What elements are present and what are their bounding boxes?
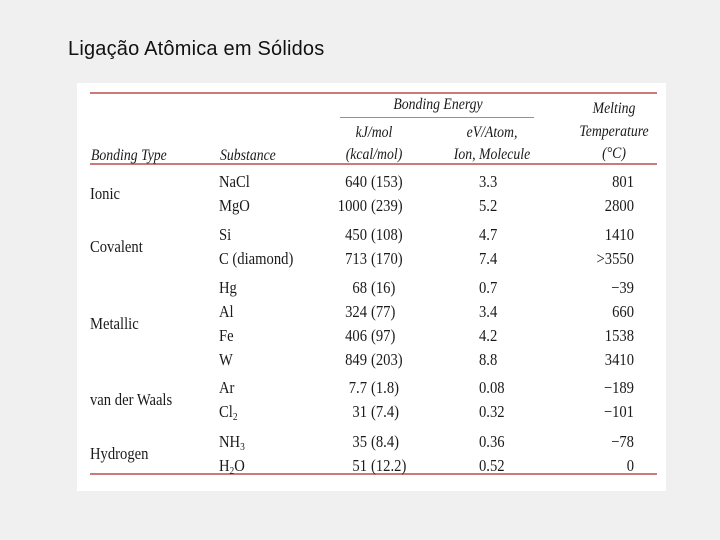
melt-cell: 1410 bbox=[604, 225, 634, 244]
group-type-metallic: Metallic bbox=[90, 314, 139, 333]
table-top-rule bbox=[90, 92, 657, 94]
substance-cell: $H_2O$ bbox=[219, 456, 245, 477]
ev-cell: 0.32 bbox=[479, 402, 505, 421]
kcal-cell: (16) bbox=[371, 278, 396, 297]
header-kj-mol: kJ/mol bbox=[355, 124, 393, 141]
ev-cell: 0.52 bbox=[479, 456, 505, 475]
melt-cell: −78 bbox=[611, 432, 634, 451]
substance-cell: $NH_3$ bbox=[219, 432, 245, 453]
kcal-cell: (203) bbox=[371, 350, 403, 369]
kj-cell: 450 bbox=[345, 225, 367, 244]
kcal-cell: (7.4) bbox=[371, 402, 400, 421]
kcal-cell: (8.4) bbox=[371, 432, 400, 451]
kcal-cell: (108) bbox=[371, 225, 403, 244]
ev-cell: 0.08 bbox=[479, 378, 505, 397]
kcal-cell: (77) bbox=[371, 302, 396, 321]
kcal-cell: (97) bbox=[371, 326, 396, 345]
kj-cell: 640 bbox=[345, 172, 367, 191]
substance-cell: C (diamond) bbox=[219, 249, 294, 268]
substance-cell: Hg bbox=[219, 278, 237, 297]
substance-cell: Si bbox=[219, 225, 232, 244]
substance-cell: Al bbox=[219, 302, 234, 321]
kcal-cell: (153) bbox=[371, 172, 403, 191]
ev-cell: 0.7 bbox=[479, 278, 498, 297]
header-celsius: (°C) bbox=[602, 145, 626, 162]
header-temperature: Temperature bbox=[579, 123, 649, 140]
kcal-cell: (12.2) bbox=[371, 456, 407, 475]
kj-cell: 51 bbox=[352, 456, 367, 475]
melt-cell: 2800 bbox=[604, 196, 634, 215]
kj-cell: 68 bbox=[352, 278, 367, 297]
melt-cell: 3410 bbox=[604, 350, 634, 369]
melt-cell: 0 bbox=[626, 456, 634, 475]
melt-cell: 801 bbox=[612, 172, 634, 191]
kj-cell: 713 bbox=[345, 249, 367, 268]
melt-cell: −189 bbox=[603, 378, 634, 397]
ev-cell: 4.7 bbox=[479, 225, 498, 244]
melt-cell: >3550 bbox=[596, 249, 634, 268]
kj-cell: 849 bbox=[345, 350, 367, 369]
kj-cell: 406 bbox=[345, 326, 367, 345]
ev-cell: 4.2 bbox=[479, 326, 498, 345]
bonding-energy-group-rule bbox=[340, 117, 534, 118]
group-type-covalent: Covalent bbox=[90, 237, 143, 256]
melt-cell: −39 bbox=[611, 278, 634, 297]
substance-cell: Ar bbox=[219, 378, 235, 397]
melt-cell: 660 bbox=[612, 302, 634, 321]
substance-cell: $Cl_2$ bbox=[219, 402, 238, 423]
kj-cell: 7.7 bbox=[348, 378, 367, 397]
substance-cell: MgO bbox=[219, 196, 250, 215]
ev-cell: 3.3 bbox=[479, 172, 498, 191]
ev-cell: 8.8 bbox=[479, 350, 498, 369]
substance-cell: W bbox=[219, 350, 233, 369]
header-substance: Substance bbox=[220, 147, 276, 164]
group-type-hydrogen: Hydrogen bbox=[90, 444, 149, 463]
kj-cell: 35 bbox=[352, 432, 367, 451]
header-kcal-mol: (kcal/mol) bbox=[345, 146, 403, 163]
ev-cell: 5.2 bbox=[479, 196, 498, 215]
header-ev-atom: eV/Atom, bbox=[466, 124, 518, 141]
header-bonding-type: Bonding Type bbox=[91, 147, 167, 164]
bonding-table bbox=[77, 83, 666, 491]
ev-cell: 3.4 bbox=[479, 302, 498, 321]
ev-cell: 7.4 bbox=[479, 249, 498, 268]
header-ion-molecule: Ion, Molecule bbox=[453, 146, 531, 163]
group-type-ionic: Ionic bbox=[90, 184, 121, 203]
kj-cell: 1000 bbox=[337, 196, 367, 215]
header-melting: Melting bbox=[592, 100, 636, 117]
slide-title: Ligação Atômica em Sólidos bbox=[68, 38, 325, 60]
group-type-van-der-waals: van der Waals bbox=[90, 390, 173, 409]
kcal-cell: (239) bbox=[371, 196, 403, 215]
ev-cell: 0.36 bbox=[479, 432, 505, 451]
melt-cell: 1538 bbox=[604, 326, 634, 345]
substance-cell: Fe bbox=[219, 326, 234, 345]
header-bonding-energy: Bonding Energy bbox=[393, 96, 483, 113]
substance-cell: NaCl bbox=[219, 172, 250, 191]
kj-cell: 31 bbox=[352, 402, 367, 421]
kcal-cell: (170) bbox=[371, 249, 403, 268]
melt-cell: −101 bbox=[603, 402, 634, 421]
kj-cell: 324 bbox=[345, 302, 367, 321]
kcal-cell: (1.8) bbox=[371, 378, 400, 397]
